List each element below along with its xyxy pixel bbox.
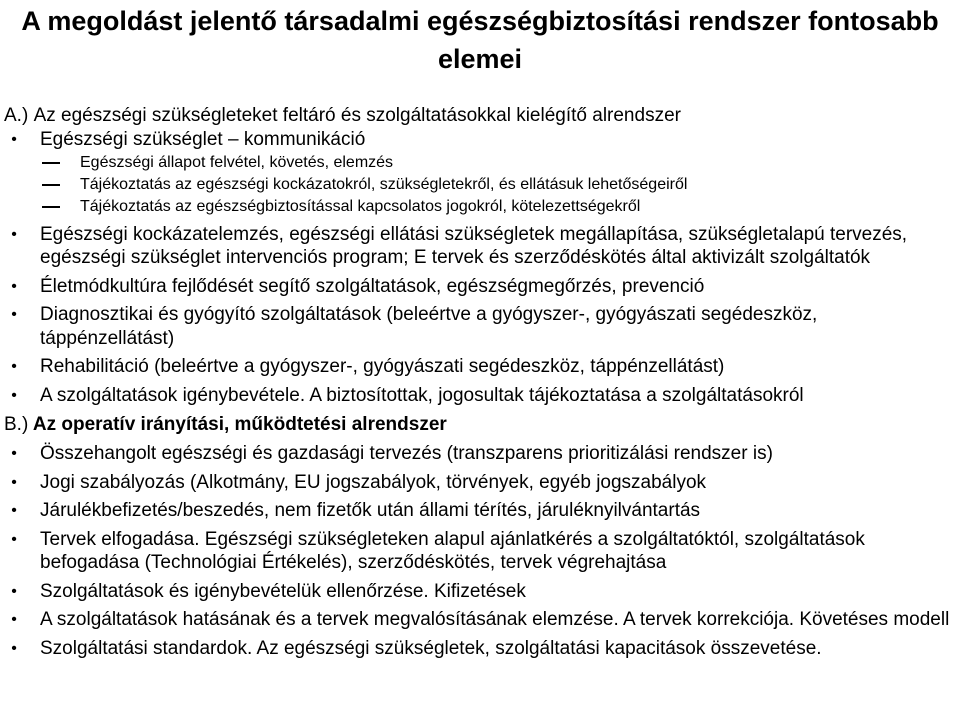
list-item — [0, 608, 960, 632]
sub-list-item — [0, 152, 960, 174]
list-item-text: Összehangolt egészségi és gazdasági tervezés (transzparens prioritizálási rendszer is) — [40, 443, 773, 464]
dash-icon — [42, 162, 60, 164]
bullet-icon: • — [11, 445, 17, 462]
list-item-text: Életmódkultúra fejlődését segítő szolgáltatások, egészségmegőrzés, prevenció — [40, 275, 705, 297]
list-item — [0, 128, 960, 152]
list-item-text: Szolgáltatási standardok. Az egészségi szükségletek, szolgáltatási kapacitások összevetése. — [40, 637, 822, 659]
section-b-heading — [0, 413, 960, 437]
list-item — [0, 528, 960, 575]
list-item-text: A szolgáltatások igénybevétele. A biztosítottak, jogosultak tájékoztatása a szolgáltatásokról — [40, 384, 804, 406]
sub-list-item — [0, 174, 960, 196]
bullet-icon: • — [11, 639, 17, 657]
list-item — [0, 471, 960, 495]
list-item — [0, 223, 960, 270]
bullet-icon: • — [11, 611, 17, 628]
list-item — [0, 637, 960, 661]
list-item-text: Tervek elfogadása. Egészségi szükségleteken alapul ajánlatkérés a szolgáltatóktól, szolgáltatások befogadása (Technológiai Értékelés), szerződéskötés, tervek végrehajtása — [40, 528, 865, 573]
bullet-icon: • — [11, 386, 17, 404]
section-b-heading-text: Az operatív irányítási, működtetési alrendszer — [32, 414, 447, 435]
dash-icon — [42, 206, 60, 208]
bullet-icon: • — [11, 582, 17, 600]
list-item — [0, 580, 960, 604]
list-item — [0, 384, 960, 408]
list-item-text: A szolgáltatások hatásának és a tervek megvalósításának elemzése. A tervek korrekciója. Követéses modell — [40, 609, 950, 630]
list-item — [0, 499, 960, 523]
section-a — [0, 104, 960, 407]
list-item-text: Jogi szabályozás (Alkotmány, EU jogszabályok, törvények, egyéb jogszabályok — [40, 471, 707, 493]
list-item-text: Rehabilitáció (beleértve a gyógyszer-, gyógyászati segédeszköz, táppénzellátást) — [40, 356, 725, 377]
section-a-heading-text: Az egészségi szükségleteket feltáró és szolgáltatásokkal kielégítő alrendszer — [33, 105, 681, 126]
slide-content — [0, 104, 960, 660]
bullet-icon: • — [11, 530, 17, 548]
bullet-icon: • — [11, 473, 17, 491]
bullet-icon: • — [11, 225, 17, 243]
list-item-text: Járulékbefizetés/beszedés, nem fizetők után állami térítés, járuléknyilvántartás — [40, 500, 701, 521]
dash-icon — [42, 184, 60, 186]
list-item — [0, 442, 960, 466]
list-item-text: Egészségi kockázatelemzés, egészségi ellátási szükségletek megállapítása, szükségletalapú tervezés, egészségi szükséglet intervenciós program; E tervek és szerződéskötés által aktivizált szolgáltatók — [40, 223, 908, 268]
slide-title: A megoldást jelentő társadalmi egészségbiztosítási rendszer fontosabb elemei — [21, 6, 939, 74]
sub-list-item-text: Tájékoztatás az egészségi kockázatokról, szükségletekről, és ellátásuk lehetőségeiről — [80, 175, 688, 193]
section-b — [0, 413, 960, 660]
sub-list-item — [0, 196, 960, 218]
bullet-icon: • — [11, 358, 17, 375]
list-item — [0, 355, 960, 379]
list-item-text: Szolgáltatások és igénybevételük ellenőrzése. Kifizetések — [40, 580, 526, 602]
list-item — [0, 303, 960, 350]
bullet-icon: • — [11, 502, 17, 519]
bullet-icon: • — [11, 277, 17, 295]
section-b-prefix: B.) — [4, 414, 29, 435]
sub-list-item-text: Egészségi állapot felvétel, követés, elemzés — [80, 153, 394, 171]
section-a-heading — [0, 104, 960, 128]
list-item — [0, 275, 960, 299]
list-item-text: Egészségi szükséglet – kommunikáció — [40, 129, 366, 150]
bullet-icon: • — [11, 306, 17, 323]
sub-list-item-text: Tájékoztatás az egészségbiztosítással kapcsolatos jogokról, kötelezettségekről — [80, 197, 641, 215]
list-item-text: Diagnosztikai és gyógyító szolgáltatások (beleértve a gyógyszer-, gyógyászati segédeszköz, táppénzellátást) — [40, 304, 818, 349]
section-a-prefix: A.) — [4, 105, 29, 126]
bullet-icon: • — [11, 131, 17, 148]
